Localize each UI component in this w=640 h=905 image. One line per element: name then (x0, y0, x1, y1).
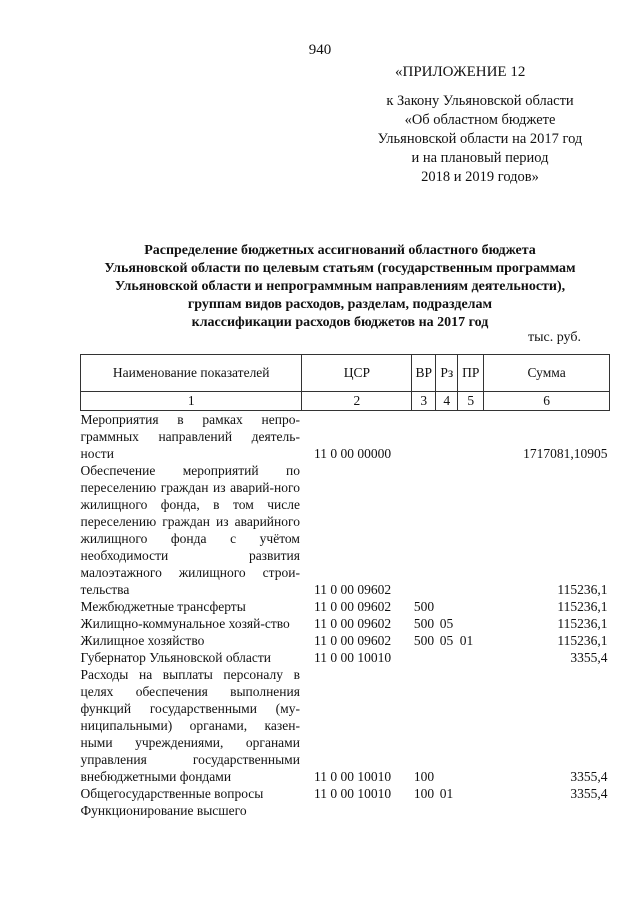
row-name-cell: Общегосударственные вопросы (80, 786, 264, 801)
table-row (81, 615, 610, 632)
table-row (81, 632, 610, 649)
appendix-label: «ПРИЛОЖЕНИЕ 12 (395, 64, 526, 80)
budget-table (80, 354, 610, 819)
row-name-cell: Губернатор Ульяновской области (80, 650, 272, 665)
row-pr-cell (458, 785, 484, 802)
title-line: классификации расходов бюджетов на 2017 год (191, 315, 489, 330)
row-name-cell: Расходы на выплаты персоналу в целях обеспечения выполнения функций государственными (му-ниципальными) органами, казен-ными учреждениями, органами управления государственными внебюджетными фондами (80, 667, 300, 784)
row-rz-cell: 01 (439, 786, 454, 801)
row-rz-cell (436, 666, 458, 785)
row-sum-cell: 115236,1 (557, 616, 608, 631)
law-reference-line: 2018 и 2019 годов» (421, 169, 539, 185)
row-sum-cell: 1717081,10905 (523, 446, 608, 461)
row-name-cell: Межбюджетные трансферты (80, 599, 246, 614)
row-vr-cell: 100 (413, 769, 435, 784)
row-vr-cell: 500 (413, 633, 435, 648)
table-row (81, 598, 610, 615)
row-rz-cell (436, 462, 458, 598)
row-sum-cell: 115236,1 (557, 633, 608, 648)
row-csr-cell: 11 0 00 09602 (313, 599, 392, 614)
row-pr-cell (458, 462, 484, 598)
row-pr-cell (458, 598, 484, 615)
column-number: 4 (436, 392, 458, 411)
row-sum-cell: 115236,1 (557, 599, 608, 614)
row-pr-cell (458, 649, 484, 666)
column-header-vr: ВР (412, 355, 436, 392)
row-vr-cell (412, 802, 436, 819)
row-csr-cell: 11 0 00 10010 (313, 786, 392, 801)
row-csr-cell: 11 0 00 10010 (313, 650, 392, 665)
column-header-sum: Сумма (484, 355, 610, 392)
row-name-cell: Жилищно-коммунальное хозяй-ство (80, 616, 290, 631)
law-reference (360, 92, 600, 187)
column-number-row (81, 392, 610, 411)
table-body (81, 411, 610, 820)
table-row (81, 462, 610, 598)
row-rz-cell (436, 411, 458, 463)
table-row (81, 666, 610, 785)
row-csr-cell: 11 0 00 09602 (313, 616, 392, 631)
row-name-cell: Жилищное хозяйство (80, 633, 205, 648)
row-sum-cell: 115236,1 (557, 582, 608, 597)
title-line: Ульяновской области по целевым статьям (государственным программам (104, 261, 576, 276)
document-title (60, 242, 620, 332)
row-vr-cell (412, 411, 436, 463)
row-rz-cell: 05 (439, 633, 454, 648)
row-rz-cell (436, 802, 458, 819)
title-line: Распределение бюджетных ассигнований областного бюджета (144, 243, 536, 258)
law-reference-line: Ульяновской области на 2017 год (377, 131, 583, 147)
column-number: 2 (302, 392, 412, 411)
column-number: 6 (484, 392, 610, 411)
row-rz-cell (436, 649, 458, 666)
table-row (81, 785, 610, 802)
row-pr-cell: 01 (459, 633, 474, 648)
row-pr-cell (458, 802, 484, 819)
column-header-rz: Рз (436, 355, 458, 392)
row-sum-cell (484, 802, 610, 819)
row-vr-cell (412, 462, 436, 598)
row-sum-cell: 3355,4 (570, 786, 608, 801)
row-rz-cell: 05 (439, 616, 454, 631)
page-number: 940 (308, 42, 332, 58)
row-name-cell: Обеспечение мероприятий по переселению граждан из аварий-ного жилищного фонда, в том числе переселению граждан из аварийного жилищного фонда с учётом необходимости развития малоэтажного жилищного строи-тельства (80, 463, 300, 597)
row-sum-cell: 3355,4 (570, 650, 608, 665)
table-row (81, 649, 610, 666)
row-vr-cell: 500 (413, 599, 435, 614)
table-row (81, 802, 610, 819)
row-csr-cell: 11 0 00 10010 (313, 769, 392, 784)
row-rz-cell (436, 598, 458, 615)
row-csr-cell: 11 0 00 09602 (313, 582, 392, 597)
row-name-cell: Функционирование высшего (80, 803, 247, 818)
column-number: 5 (458, 392, 484, 411)
title-line: Ульяновской области и непрограммным направлениям деятельности), (114, 279, 566, 294)
column-number: 1 (81, 392, 302, 411)
row-pr-cell (458, 666, 484, 785)
row-vr-cell (412, 649, 436, 666)
row-csr-cell (302, 802, 412, 819)
row-pr-cell (458, 615, 484, 632)
row-csr-cell: 11 0 00 00000 (313, 446, 392, 461)
column-header-pr: ПР (458, 355, 484, 392)
row-vr-cell: 100 (413, 786, 435, 801)
column-number: 3 (412, 392, 436, 411)
row-vr-cell: 500 (413, 616, 435, 631)
column-header-name: Наименование показателей (81, 355, 302, 392)
row-pr-cell (458, 411, 484, 463)
title-line: группам видов расходов, разделам, подразделам (187, 297, 493, 312)
row-name-cell: Мероприятия в рамках непро-граммных направлений деятель-ности (80, 412, 300, 461)
column-header-csr: ЦСР (302, 355, 412, 392)
table-header-row (81, 355, 610, 392)
table-row (81, 411, 610, 463)
law-reference-line: к Закону Ульяновской области (386, 93, 574, 109)
units-label: тыс. руб. (528, 330, 581, 345)
law-reference-line: «Об областном бюджете (404, 112, 556, 128)
law-reference-line: и на плановый период (411, 150, 549, 166)
row-csr-cell: 11 0 00 09602 (313, 633, 392, 648)
row-sum-cell: 3355,4 (570, 769, 608, 784)
